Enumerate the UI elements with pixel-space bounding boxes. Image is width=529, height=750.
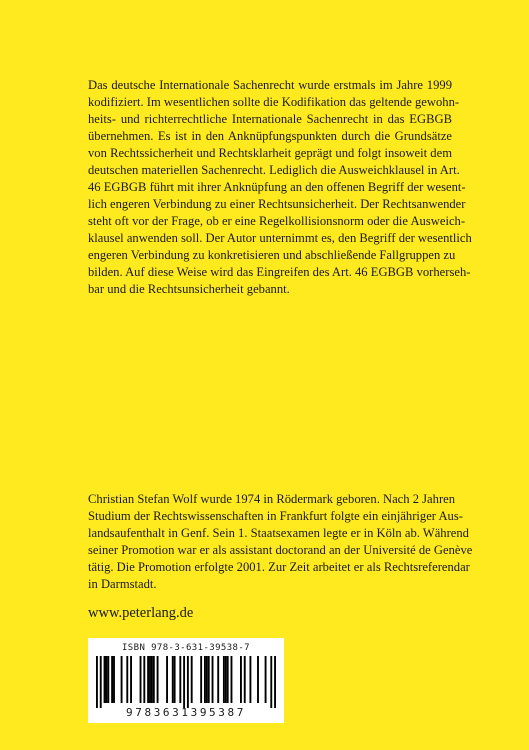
barcode-bar [191,656,193,703]
barcode-bar [225,656,227,703]
book-description [88,77,472,298]
barcode-bar [212,656,214,703]
barcode-bar [231,656,233,703]
isbn-label: ISBN 978-3-631-39538-7 [121,643,250,653]
barcode-bar [227,656,229,703]
bio-line: Christian Stefan Wolf wurde 1974 in Rödermark geboren. Nach 2 Jahren [88,492,456,506]
ean-digits: 9783631395387 [126,706,246,719]
barcode-bar [113,656,115,703]
barcode-bar [183,656,185,708]
barcode-bar [174,656,176,703]
description-line: bar und die Rechtsunsicherheit gebannt. [88,282,290,296]
publisher-website: www.peterlang.de [88,605,194,621]
description-line: engeren Verbindung zu konkretisieren und abschließende Fallgruppen zu [88,248,456,262]
bio-line: Studium der Rechtswissenschaften in Frankfurt folgte ein einjähriger Aus- [88,509,463,523]
barcode-bar [149,656,151,703]
barcode-bar [126,656,128,703]
barcode-bars [96,656,276,708]
bio-line: seiner Promotion war er als assistant doctorand an der Université de Genève [88,543,473,557]
description-line: 46 EGBGB führt mit ihrer Anknüpfung an den offenen Begriff der wesent- [88,180,466,194]
barcode-bar [153,656,155,703]
barcode-bar [240,656,242,703]
barcode-bar [208,656,210,703]
description-line: von Rechtssicherheit und Rechtsklarheit geprägt und folgt insoweit dem [88,146,452,160]
bio-line: in Darmstadt. [88,577,157,591]
bio-line: landsaufenthalt in Genf. Sein 1. Staatsexamen legte er in Köln ab. Während [88,526,469,540]
description-line: steht oft vor der Frage, ob er eine Regelkollisionsnorm oder die Ausweich- [88,214,466,228]
barcode-bar [104,656,106,703]
description-line: deutschen materiellen Sachenrecht. Lediglich die Ausweichklausel in Art. [88,163,460,177]
barcode-bar [204,656,206,703]
barcode-bar [111,656,113,703]
barcode-bar [96,656,98,708]
description-line: klausel anwenden soll. Der Autor unternimmt es, den Begriff der wesentlich [88,231,472,245]
barcode-bar [206,656,208,703]
isbn-barcode [88,638,284,723]
barcode-bar [157,656,159,703]
description-line: bilden. Auf diese Weise wird das Eingreifen des Art. 46 EGBGB vorherseh- [88,265,471,279]
barcode-bar [147,656,149,703]
description-line: übernehmen. Es ist in den Anknüpfungspunkten durch die Grundsätze [88,129,452,143]
description-line: Das deutsche Internationale Sachenrecht wurde erstmals im Jahre 1999 [88,78,452,92]
barcode-bar [105,656,107,703]
barcode-bar [249,656,251,703]
barcode-bar [270,656,272,708]
description-line: lich engeren Verbindung zu einer Rechtsunsicherheit. Der Rechtsanwender [88,197,466,211]
description-line: kodifiziert. Im wesentlichen sollte die Kodifikation das geltende gewohn- [88,95,460,109]
barcode-bar [244,656,246,703]
barcode-bar [187,656,189,708]
barcode-bar [223,656,225,703]
barcode-bar [107,656,109,703]
barcode-bar [166,656,168,703]
barcode-bar [121,656,123,703]
barcode-bar [143,656,145,703]
author-bio [88,491,473,593]
barcode-bar [140,656,142,703]
barcode-bar [274,656,276,708]
barcode-bar [265,656,267,703]
barcode-bar [217,656,219,703]
barcode-bar [257,656,259,703]
barcode-bar [100,656,102,708]
description-line: heits- und richterrechtliche Internationale Sachenrecht in das EGBGB [88,112,452,126]
barcode-bar [179,656,181,703]
barcode-bar [200,656,202,703]
barcode-bar [130,656,132,703]
bio-line: tätig. Die Promotion erfolgte 2001. Zur Zeit arbeitet er als Rechtsreferendar [88,560,470,574]
barcode-bar [172,656,174,703]
barcode-bar [151,656,153,703]
